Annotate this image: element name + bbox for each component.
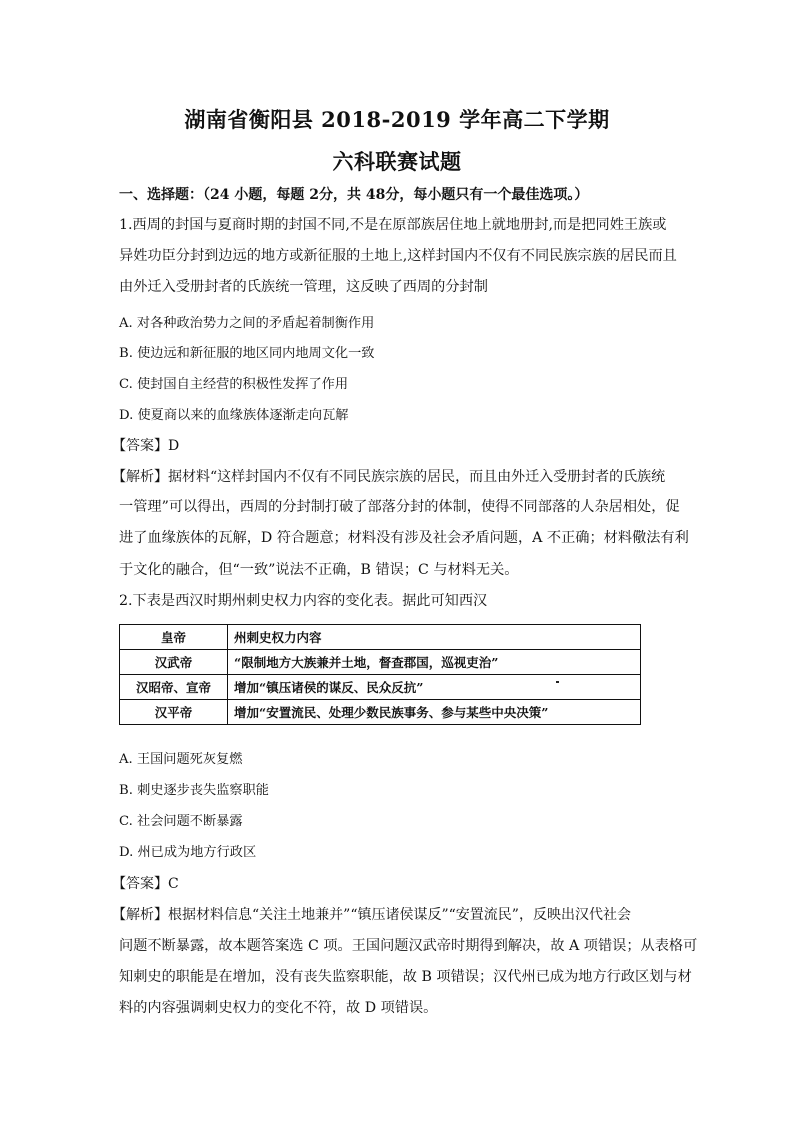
table-cell: “限制地方大族兼并土地，督查郡国，巡视吏治” — [228, 650, 641, 675]
q2-answer: 【答案】C — [112, 876, 179, 892]
exam-title: 湖南省衡阳县 2018-2019 学年高二下学期 — [184, 107, 610, 132]
q1-stem-line: 由外迁入受册封者的氏族统一管理，这反映了西周的分封制 — [119, 279, 488, 295]
section-heading: 一、选择题：（24 小题，每题 2分，共 48分，每小题只有一个最佳选项。） — [119, 187, 589, 203]
table-cell: 增加“镇压诸侯的谋反、民众反抗” — [228, 675, 641, 700]
table-row — [120, 675, 641, 700]
q1-analysis-line: 【解析】据材料“这样封国内不仅有不同民族宗族的居民，而且由外迁入受册封者的氏族统 — [112, 469, 666, 485]
q1-analysis-line: 于文化的融合，但“一致”说法不正确，B 错误；C 与材料无关。 — [119, 562, 519, 578]
q1-stem-line: 异姓功臣分封到边远的地方或新征服的土地上,这样封国内不仅有不同民族宗族的居民而且 — [119, 248, 677, 264]
q1-option-b: B. 使边远和新征服的地区同内地周文化一致 — [119, 346, 375, 361]
scan-artifact — [556, 681, 559, 683]
q2-analysis-line: 问题不断暴露，故本题答案选 C 项。王国问题汉武帝时期得到解决，故 A 项错误；从表格可 — [119, 938, 698, 954]
table-cell: 汉昭帝、宣帝 — [120, 675, 228, 700]
q2-option-c: C. 社会问题不断暴露 — [119, 814, 243, 829]
table-row — [120, 700, 641, 725]
table-row — [120, 650, 641, 675]
q2-analysis-line: 【解析】根据材料信息“关注土地兼并”“镇压诸侯谋反”“安置流民”，反映出汉代社会 — [112, 907, 631, 923]
q1-option-d: D. 使夏商以来的血缘族体逐渐走向瓦解 — [119, 408, 349, 423]
q2-option-b: B. 刺史逐步丧失监察职能 — [119, 783, 269, 798]
table-header-cell: 州刺史权力内容 — [228, 625, 641, 650]
q2-option-a: A. 王国问题死灰复燃 — [119, 752, 243, 767]
q2-analysis-line: 知刺史的职能是在增加，没有丧失监察职能，故 B 项错误；汉代州已成为地方行政区划与材 — [119, 969, 692, 985]
table-header-row — [120, 625, 641, 650]
table-cell: 增加“安置流民、处理少数民族事务、参与某些中央决策” — [228, 700, 641, 725]
q1-analysis-line: 进了血缘族体的瓦解，D 符合题意；材料没有涉及社会矛盾问题，A 不正确；材料儆法有利 — [119, 530, 689, 546]
table-cell: 汉平帝 — [120, 700, 228, 725]
table-cell: 汉武帝 — [120, 650, 228, 675]
q1-option-a: A. 对各种政治势力之间的矛盾起着制衡作用 — [119, 316, 375, 331]
q2-analysis-line: 料的内容强调刺史权力的变化不符，故 D 项错误。 — [119, 1000, 438, 1016]
q2-option-d: D. 州已成为地方行政区 — [119, 845, 257, 860]
table-header-cell: 皇帝 — [120, 625, 228, 650]
q1-answer: 【答案】D — [112, 438, 180, 454]
q2-stem: 2.下表是西汉时期州刺史权力内容的变化表。据此可知西汉 — [119, 593, 488, 609]
q2-table — [119, 624, 641, 725]
q1-stem-line: 1.西周的封国与夏商时期的封国不同,不是在原部族居住地上就地册封,而是把同姓王族或 — [119, 217, 667, 233]
q1-analysis-line: 一管理”可以得出，西周的分封制打破了部落分封的体制，使得不同部落的人杂居相处，促 — [119, 499, 680, 515]
q1-option-c: C. 使封国自主经营的积极性发挥了作用 — [119, 377, 349, 392]
exam-subtitle: 六科联赛试题 — [332, 149, 462, 174]
